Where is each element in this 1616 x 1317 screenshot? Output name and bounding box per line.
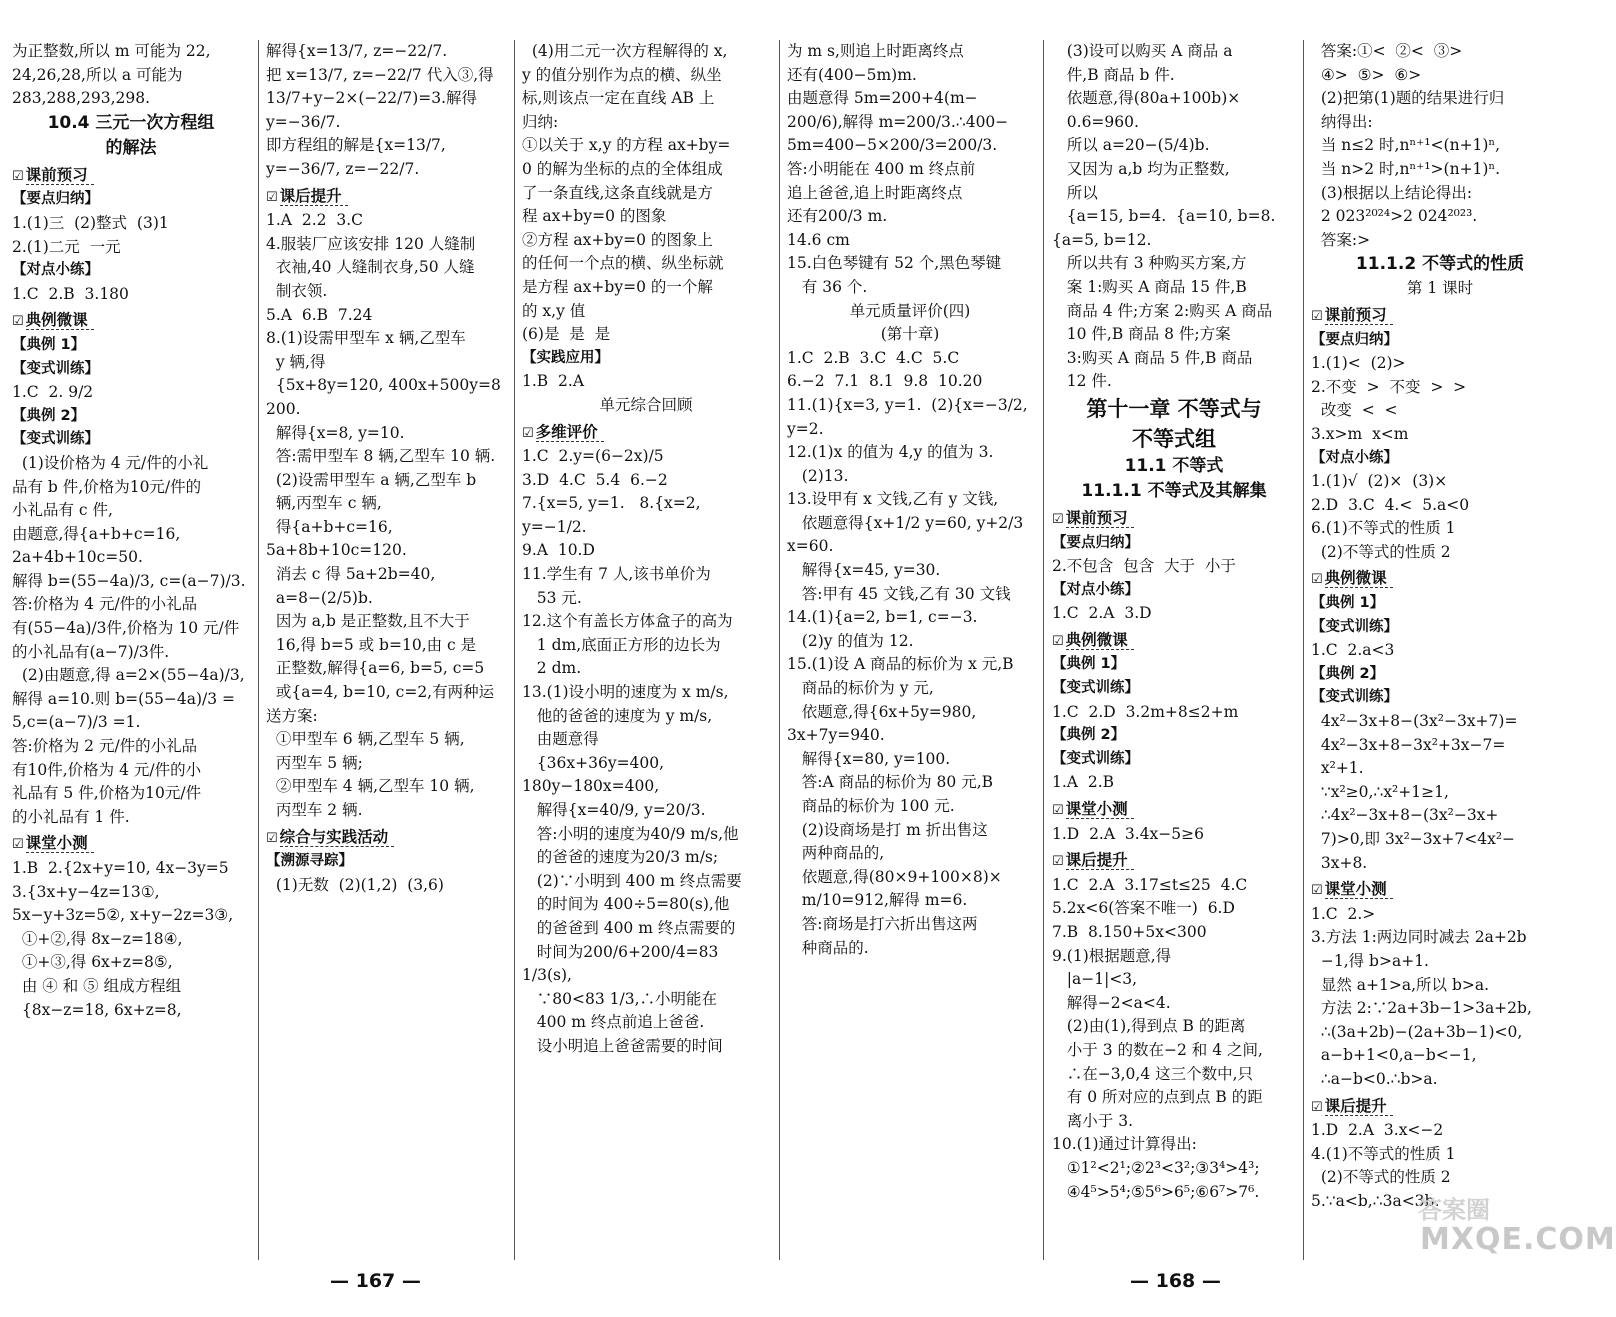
- column-3: [522, 40, 770, 1260]
- answer-line: 1.(1)√ (2)× (3)×: [1311, 472, 1448, 491]
- subsection-tag: 【变式训练】: [12, 431, 99, 448]
- subsection-tag: 【典例 2】: [1052, 727, 1126, 744]
- heading: 11.1.2 不等式的性质: [1355, 254, 1525, 275]
- section-title: 课前预习: [1066, 509, 1134, 528]
- answer-line: 的爸爸的速度为20/3 m/s;: [522, 848, 719, 867]
- answer-line: ∴4x²−3x+8−(3x²−3x+: [1311, 806, 1499, 825]
- section-checkbox-icon: ☑: [266, 189, 278, 205]
- answer-line: 5,c=(a−7)/3 =1.: [12, 713, 141, 732]
- answer-line: 4.服装厂应该安排 120 人缝制: [266, 234, 476, 253]
- subsection-tag: 【典例 1】: [1052, 656, 1126, 673]
- answer-line: 所以 a=20−(5/4)b.: [1052, 136, 1210, 155]
- answer-line: 7)>0,即 3x²−3x+7<4x²−: [1311, 830, 1516, 848]
- answer-line: 商品的标价为 y 元,: [787, 679, 934, 698]
- answer-line: m/10=912,解得 m=6.: [787, 891, 968, 910]
- answer-line: 依题意,得(80×9+100×8)×: [787, 867, 1002, 886]
- answer-line: 答:A 商品的标价为 80 元,B: [787, 773, 994, 792]
- answer-line: 2.D 3.C 4.< 5.a<0: [1311, 495, 1470, 514]
- answer-line: 的小礼品有(a−7)/3件.: [12, 642, 170, 661]
- answer-line: 2.不变 > 不变 > >: [1311, 377, 1467, 396]
- answer-line: 1.D 2.A 3.x<−2: [1311, 1121, 1444, 1140]
- answer-line: 3x+8.: [1311, 853, 1368, 872]
- answer-line: 即方程组的解是{x=13/7, y=−36/7, z=−22/7.: [266, 136, 451, 178]
- section-title: 课堂小测: [1325, 880, 1393, 899]
- section-title: 典例微课: [1325, 569, 1393, 588]
- answer-line: 丙型车 5 辆;: [266, 753, 363, 772]
- answer-line: x²+1.: [1311, 759, 1364, 778]
- answer-line: 7.{x=5, y=1. 8.{x=2, y=−1/2.: [522, 494, 706, 536]
- section-checkbox-icon: ☑: [12, 168, 24, 184]
- section-heading: [266, 185, 504, 210]
- answer-line: 10 件,B 商品 8 件;方案: [1052, 325, 1231, 344]
- answer-line: 0 的解为坐标的点的全体组成: [522, 159, 723, 178]
- watermark-badge: 答案圈: [1418, 1196, 1490, 1224]
- answer-line: 5.A 6.B 7.24: [266, 305, 373, 324]
- column-5: [1052, 40, 1296, 1260]
- subsection-tag: 【变式训练】: [12, 360, 99, 377]
- section-title: 课堂小测: [26, 834, 94, 853]
- answer-line: 种商品的.: [787, 938, 869, 957]
- answer-line: 1.B 2.A: [522, 372, 585, 391]
- answer-line: (2)13.: [787, 466, 849, 485]
- answer-line: {36x+36y=400, 180y−180x=400,: [522, 753, 670, 796]
- answer-line: 答案:>: [1311, 230, 1371, 249]
- answer-line: 解得{x=8, y=10.: [266, 423, 405, 442]
- answer-line: 14.6 cm: [787, 230, 850, 249]
- answer-line: 2.(1)二元 一元: [12, 237, 121, 256]
- section-title: 课前预习: [1325, 306, 1393, 325]
- answer-line: 1.D 2.A 3.4x−5≥6: [1052, 824, 1204, 843]
- answer-line: a−b+1<0,a−b<−1,: [1311, 1046, 1477, 1065]
- heading: 11.1.1 不等式及其解集: [1081, 480, 1267, 501]
- answer-line: 12.(1)x 的值为 4,y 的值为 3.: [787, 443, 994, 462]
- section-title: 课前预习: [26, 166, 94, 185]
- answer-line: 15.(1)设 A 商品的标价为 x 元,B: [787, 655, 1014, 674]
- answer-line: 的任何一个点的横、纵坐标就: [522, 254, 724, 273]
- heading: 不等式组: [1132, 426, 1216, 451]
- answer-line: 得{a+b+c=16, 5a+8b+10c=120.: [266, 517, 407, 560]
- answer-line: 答:商场是打六折出售这两: [787, 914, 978, 933]
- section-heading: [266, 826, 504, 851]
- subsection-tag: 【变式训练】: [1311, 618, 1398, 635]
- answer-line: 答案:①< ②< ③>: [1311, 42, 1463, 60]
- subsection-tag: 【对点小练】: [1052, 581, 1139, 598]
- answer-line: 还有200/3 m.: [787, 207, 888, 226]
- heading: 10.4 三元一次方程组: [47, 112, 215, 133]
- answer-line: 依题意得{x+1/2 y=60, y+2/3 x=60.: [787, 513, 1029, 556]
- answer-line: 的爸爸到 400 m 终点需要的: [522, 918, 736, 937]
- answer-line: 8.(1)设需甲型车 x 辆,乙型车: [266, 329, 466, 348]
- answer-line: ∵80<83 1/3,∴小明能在: [522, 989, 718, 1008]
- subsection-tag: 【要点归纳】: [12, 191, 99, 208]
- answer-line: 3.方法 1:两边同时减去 2a+2b: [1311, 928, 1527, 947]
- answer-line: (2)设需甲型车 a 辆,乙型车 b: [266, 470, 477, 489]
- subsection-tag: 【典例 2】: [12, 407, 86, 424]
- answer-line: 15.白色琴键有 52 个,黑色琴键: [787, 254, 1002, 273]
- answer-line: 7.B 8.150+5x<300: [1052, 923, 1207, 941]
- answer-line: 消去 c 得 5a+2b=40,: [266, 565, 436, 584]
- answer-line: 1.C 2.>: [1311, 904, 1376, 923]
- answer-line: 依题意,得(80a+100b)×: [1052, 89, 1241, 108]
- answer-line: 6.−2 7.1 8.1 9.8 10.20: [787, 372, 983, 391]
- answer-line: 追上爸爸,追上时距离终点: [787, 183, 963, 202]
- answer-line: |a−1|<3,: [1052, 970, 1138, 989]
- answer-line: 4x²−3x+8−3x²+3x−7=: [1311, 735, 1506, 754]
- answer-line: 所以共有 3 种购买方案,方: [1052, 254, 1247, 273]
- answer-line: ∴a−b<0.∴b>a.: [1311, 1069, 1438, 1088]
- answer-line: ②甲型车 4 辆,乙型车 10 辆,: [266, 777, 475, 796]
- answer-line: 3.x>m x<m: [1311, 424, 1409, 443]
- answer-line: 归纳:: [522, 112, 559, 131]
- answer-line: 1 dm,底面正方形的边长为: [522, 635, 721, 654]
- heading: 11.1 不等式: [1124, 455, 1224, 476]
- answer-line: (2)∵小明到 400 m 终点需要: [522, 871, 742, 890]
- column-1: [12, 40, 250, 1260]
- answer-line: (2)把第(1)题的结果进行归: [1311, 89, 1505, 108]
- section-heading: [1052, 507, 1296, 532]
- answer-line: a=8−(2/5)b.: [266, 588, 373, 607]
- column-2: [266, 40, 504, 1260]
- answer-line: 小礼品有 c 件,: [12, 501, 113, 520]
- section-heading: [1311, 567, 1569, 592]
- answer-line: 还有(400−5m)m.: [787, 65, 917, 84]
- answer-line: 方法 2:∵2a+3b−1>3a+2b,: [1311, 999, 1532, 1018]
- answer-line: 1.C 2.D 3.2m+8≤2+m: [1052, 702, 1239, 721]
- answer-line: 1.C 2. 9/2: [12, 383, 94, 402]
- answer-line: ①1²<2¹;②2³<3²;③3⁴>4³;: [1052, 1158, 1260, 1177]
- section-heading: [1311, 1095, 1569, 1120]
- answer-line: 2 023²⁰²⁴>2 024²⁰²³.: [1311, 207, 1478, 226]
- answer-line: ①以关于 x,y 的方程 ax+by=: [522, 136, 731, 155]
- column-4: [787, 40, 1033, 1260]
- subsection-tag: 【变式训练】: [1052, 680, 1139, 697]
- section-checkbox-icon: ☑: [522, 425, 534, 441]
- answer-line: ∵x²≥0,∴x²+1≥1,: [1311, 782, 1449, 801]
- answer-line: 时间为200/6+200/4=83 1/3(s),: [522, 942, 724, 985]
- answer-line: 10.(1)通过计算得出:: [1052, 1135, 1197, 1154]
- answer-line: 解得{x=40/9, y=20/3.: [522, 801, 706, 819]
- section-checkbox-icon: ☑: [266, 830, 278, 846]
- answer-line: ①甲型车 6 辆,乙型车 5 辆,: [266, 730, 465, 749]
- answer-line: (1)无数 (2)(1,2) (3,6): [266, 875, 444, 894]
- answer-line: 3.{3x+y−4z=13①, 5x−y+3z=5②, x+y−2z=3③,: [12, 882, 234, 925]
- answer-line: 品有 b 件,价格为10元/件的: [12, 477, 202, 496]
- section-title: 课后提升: [1066, 851, 1134, 870]
- answer-line: 1.A 2.2 3.C: [266, 211, 363, 230]
- subsection-tag: 【典例 1】: [1311, 595, 1385, 612]
- subsection-tag: 【变式训练】: [1311, 689, 1398, 706]
- answer-line: 53 元.: [522, 588, 582, 607]
- answer-line: 2 dm.: [522, 659, 582, 678]
- answer-line: 依题意,得{6x+5y=980, 3x+7y=940.: [787, 702, 982, 745]
- answer-line: 他的爸爸的速度为 y m/s,: [522, 706, 713, 725]
- answer-line: (2)由(1),得到点 B 的距离: [1052, 1017, 1246, 1036]
- heading: 第十一章 不等式与: [1086, 396, 1262, 421]
- answer-line: 1.C 2.B 3.180: [12, 284, 129, 303]
- section-heading: [1052, 849, 1296, 874]
- answer-line: {8x−z=18, 6x+z=8,: [12, 1000, 182, 1019]
- answer-line: 辆,丙型车 c 辆,: [266, 494, 382, 513]
- answer-line: 把 x=13/7, z=−22/7 代入③,得: [266, 65, 494, 84]
- answer-line: 12 件.: [1052, 372, 1112, 391]
- section-checkbox-icon: ☑: [1311, 1099, 1323, 1115]
- answer-line: 商品的标价为 100 元.: [787, 797, 955, 815]
- answer-line: 件,B 商品 b 件.: [1052, 65, 1175, 84]
- answer-line: 1.B 2.{2x+y=10, 4x−3y=5: [12, 859, 229, 877]
- answer-line: 14.(1){a=2, b=1, c=−3.: [787, 608, 978, 627]
- answer-line: 丙型车 2 辆.: [266, 801, 363, 819]
- answer-line: 正整数,解得{a=6, b=5, c=5: [266, 659, 485, 678]
- answer-line: {a=15, b=4. {a=10, b=8. {a=5, b=12.: [1052, 207, 1286, 249]
- answer-line: −1,得 b>a+1.: [1311, 951, 1429, 970]
- answer-line: 解得{x=80, y=100.: [787, 749, 951, 768]
- page-number-right: — 168 —: [1130, 1270, 1221, 1292]
- answer-line: 1.(1)三 (2)整式 (3)1: [12, 213, 169, 232]
- answer-line: ④> ⑤> ⑥>: [1311, 65, 1422, 84]
- section-heading: [522, 421, 770, 446]
- section-title: 课后提升: [1325, 1097, 1393, 1116]
- answer-line: 为正整数,所以 m 可能为 22,: [12, 42, 211, 60]
- answer-line: 1.C 2.A 3.17≤t≤25 4.C: [1052, 875, 1248, 894]
- answer-line: 为 m s,则追上时距离终点: [787, 42, 964, 60]
- section-checkbox-icon: ☑: [1052, 511, 1064, 527]
- heading: 单元质量评价(四): [849, 301, 971, 320]
- answer-line: 设小明追上爸爸需要的时间: [522, 1036, 723, 1055]
- answer-line: 显然 a+1>a,所以 b>a.: [1311, 975, 1490, 994]
- section-title: 多维评价: [536, 423, 604, 442]
- answer-line: 9.A 10.D: [522, 541, 595, 560]
- answer-line: 有 0 所对应的点到点 B 的距: [1052, 1088, 1263, 1107]
- answer-line: (2)设商场是打 m 折出售这: [787, 820, 988, 839]
- answer-line: y 的值分别作为点的横、纵坐: [522, 65, 722, 84]
- answer-line: 400 m 终点前追上爸爸.: [522, 1013, 705, 1032]
- answer-line: (2)不等式的性质 2: [1311, 1168, 1451, 1187]
- answer-line: 由 ④ 和 ⑤ 组成方程组: [12, 976, 182, 995]
- heading: (第十章): [880, 325, 940, 344]
- answer-line: 改变 < <: [1311, 401, 1398, 420]
- answer-line: 16,得 b=5 或 b=10,由 c 是: [266, 635, 477, 654]
- section-heading: [1311, 304, 1569, 329]
- answer-line: 1.A 2.B: [1052, 773, 1115, 792]
- answer-line: 13/7+y−2×(−22/7)=3.解得: [266, 89, 478, 108]
- answer-line: (2)不等式的性质 2: [1311, 542, 1451, 561]
- answer-line: 答:价格为 2 元/件的小礼品: [12, 737, 198, 756]
- answer-line: 或{a=4, b=10, c=2,有两种运送方案:: [266, 683, 495, 725]
- answer-line: 13.(1)设小明的速度为 x m/s,: [522, 683, 729, 702]
- section-title: 综合与实践活动: [280, 828, 395, 847]
- answer-line: 离小于 3.: [1052, 1111, 1133, 1130]
- answer-line: 200/6),解得 m=200/3.∴400−: [787, 112, 1009, 131]
- answer-line: 有10件,价格为 4 元/件的小: [12, 760, 202, 779]
- answer-line: 有 36 个.: [787, 277, 868, 296]
- answer-line: (2)由题意,得 a=2×(55−4a)/3,: [12, 666, 245, 685]
- column-divider: [779, 40, 780, 1260]
- answer-line: 11.学生有 7 人,该书单价为: [522, 565, 711, 584]
- answer-line: 9.(1)根据题意,得: [1052, 946, 1172, 965]
- answer-line: 5.∵a<b,∴3a<3b.: [1311, 1191, 1440, 1210]
- section-title: 课后提升: [280, 187, 348, 206]
- answer-line: 答:小明的速度为40/9 m/s,他: [522, 824, 739, 843]
- column-divider: [1043, 40, 1044, 1260]
- answer-line: 所以: [1052, 183, 1098, 202]
- column-divider: [514, 40, 515, 1260]
- answer-line: 4x²−3x+8−(3x²−3x+7)=: [1311, 712, 1518, 731]
- answer-line: 的小礼品有 1 件.: [12, 807, 130, 826]
- answer-line: 3.D 4.C 5.4 6.−2: [522, 470, 668, 489]
- answer-line: 1.(1)< (2)>: [1311, 354, 1406, 373]
- answer-line: 又因为 a,b 均为正整数,: [1052, 159, 1230, 178]
- answer-line: 当 n≤2 时,nⁿ⁺¹<(n+1)ⁿ,: [1311, 136, 1501, 155]
- subsection-tag: 【对点小练】: [12, 262, 99, 279]
- subsection-tag: 【变式训练】: [1052, 750, 1139, 767]
- subsection-tag: 【溯源寻踪】: [266, 853, 353, 870]
- subsection-tag: 【要点归纳】: [1311, 331, 1398, 348]
- answer-line: (3)设可以购买 A 商品 a: [1052, 42, 1233, 60]
- answer-line: 答:甲有 45 文钱,乙有 30 文钱: [787, 584, 1011, 603]
- answer-line: (3)根据以上结论得出:: [1311, 183, 1473, 202]
- answer-line: 纳得出:: [1311, 112, 1373, 131]
- answer-line: 小于 3 的数在−2 和 4 之间,: [1052, 1040, 1263, 1059]
- section-heading: [12, 832, 250, 857]
- answer-line: (4)用二元一次方程解得的 x,: [522, 42, 728, 60]
- section-title: 课堂小测: [1066, 800, 1134, 819]
- column-divider: [258, 40, 259, 1260]
- answer-line: 11.(1){x=3, y=1. (2){x=−3/2, y=2.: [787, 395, 1033, 438]
- answer-line: 了一条直线,这条直线就是方: [522, 183, 713, 202]
- subsection-tag: 【对点小练】: [1311, 449, 1398, 466]
- answer-line: 当 n>2 时,nⁿ⁺¹>(n+1)ⁿ.: [1311, 159, 1501, 178]
- answer-line: 是方程 ax+by=0 的一个解: [522, 277, 713, 296]
- answer-line: ∴(3a+2b)−(2a+3b−1)<0,: [1311, 1022, 1523, 1041]
- answer-line: 1.C 2.a<3: [1311, 641, 1395, 660]
- subsection-tag: 【实践应用】: [522, 349, 609, 366]
- answer-line: 24,26,28,所以 a 可能为: [12, 65, 183, 84]
- answer-line: ①+②,得 8x−z=18④,: [12, 929, 183, 948]
- answer-line: 由题意得: [522, 730, 599, 749]
- subsection-tag: 【典例 2】: [1311, 665, 1385, 682]
- answer-line: ∴在−3,0,4 这三个数中,只: [1052, 1064, 1254, 1083]
- answer-line: ①+③,得 6x+z=8⑤,: [12, 953, 173, 972]
- answer-line: y=−36/7.: [266, 112, 341, 131]
- answer-line: ④4⁵>5⁴;⑤5⁶>6⁵;⑥6⁷>7⁶.: [1052, 1182, 1260, 1201]
- section-checkbox-icon: ☑: [1052, 633, 1064, 649]
- section-checkbox-icon: ☑: [1311, 572, 1323, 588]
- answer-line: 的时间为 400÷5=80(s),他: [522, 895, 730, 914]
- answer-line: y 辆,得: [266, 352, 326, 371]
- answer-line: 5m=400−5×200/3=200/3.: [787, 136, 998, 155]
- column-divider: [1303, 40, 1304, 1260]
- answer-line: 程 ax+by=0 的图象: [522, 207, 667, 226]
- answer-line: 解得 a=10.则 b=(55−4a)/3 =: [12, 689, 236, 708]
- page-number-left: — 167 —: [330, 1270, 421, 1292]
- answer-line: 案 1:购买 A 商品 15 件,B: [1052, 277, 1247, 296]
- answer-line: 答:需甲型车 8 辆,乙型车 10 辆.: [266, 447, 496, 466]
- answer-line: 解得{x=13/7, z=−22/7.: [266, 42, 448, 60]
- answer-line: 解得{x=45, y=30.: [787, 561, 941, 580]
- section-checkbox-icon: ☑: [1052, 854, 1064, 870]
- answer-line: 12.这个有盖长方体盒子的高为: [522, 612, 733, 631]
- section-checkbox-icon: ☑: [12, 314, 24, 330]
- answer-line: (6)是 是 是: [522, 325, 611, 344]
- heading: 第 1 课时: [1406, 279, 1474, 298]
- answer-line: 由题意得 5m=200+4(m−: [787, 89, 978, 108]
- answer-line: 答:小明能在 400 m 终点前: [787, 159, 976, 178]
- section-heading: [1052, 629, 1296, 654]
- section-checkbox-icon: ☑: [1311, 883, 1323, 899]
- section-checkbox-icon: ☑: [12, 837, 24, 853]
- answer-line: 因为 a,b 是正整数,且不大于: [266, 612, 470, 631]
- answer-line: 商品 4 件;方案 2:购买 A 商品: [1052, 301, 1273, 320]
- answer-line: 由题意,得{a+b+c=16, 2a+4b+10c=50.: [12, 524, 186, 567]
- answer-line: 283,288,293,298.: [12, 89, 151, 108]
- answer-line: 4.(1)不等式的性质 1: [1311, 1144, 1456, 1163]
- answer-line: 6.(1)不等式的性质 1: [1311, 519, 1456, 538]
- answer-line: 5.2x<6(答案不唯一) 6.D: [1052, 899, 1235, 918]
- section-heading: [1052, 798, 1296, 823]
- section-heading: [1311, 878, 1569, 903]
- answer-line: 答:价格为 4 元/件的小礼品: [12, 595, 198, 614]
- answer-line: 解得−2<a<4.: [1052, 993, 1171, 1012]
- column-6: [1311, 40, 1569, 1260]
- answer-line: 3:购买 A 商品 5 件,B 商品: [1052, 348, 1253, 367]
- section-title: 典例微课: [1066, 631, 1134, 650]
- answer-line: (2)y 的值为 12.: [787, 631, 914, 650]
- heading: 的解法: [105, 137, 157, 158]
- answer-line: {5x+8y=120, 400x+500y=8 200.: [266, 376, 506, 418]
- answer-line: 两种商品的,: [787, 844, 885, 863]
- answer-line: (1)设价格为 4 元/件的小礼: [12, 453, 209, 472]
- answer-line: 解得 b=(55−4a)/3, c=(a−7)/3.: [12, 571, 246, 590]
- answer-line: 有(55−4a)/3件,价格为 10 元/件: [12, 619, 240, 638]
- watermark: MXQE.COM: [1420, 1222, 1616, 1257]
- section-heading: [12, 309, 250, 334]
- answer-line: 礼品有 5 件,价格为10元/件: [12, 784, 202, 803]
- subsection-tag: 【要点归纳】: [1052, 534, 1139, 551]
- answer-line: 1.C 2.A 3.D: [1052, 604, 1152, 623]
- answer-line: 衣袖,40 人缝制衣身,50 人缝: [266, 258, 475, 277]
- answer-line: 13.设甲有 x 文钱,乙有 y 文钱,: [787, 490, 999, 509]
- answer-line: ②方程 ax+by=0 的图象上: [522, 230, 713, 249]
- answer-line: 的 x,y 值: [522, 301, 586, 320]
- subsection-tag: 【典例 1】: [12, 336, 86, 353]
- section-heading: [12, 164, 250, 189]
- answer-line: 1.C 2.B 3.C 4.C 5.C: [787, 348, 960, 367]
- section-title: 典例微课: [26, 311, 94, 330]
- answer-line: 标,则该点一定在直线 AB 上: [522, 89, 715, 108]
- answer-line: 0.6=960.: [1052, 112, 1139, 131]
- section-checkbox-icon: ☑: [1311, 308, 1323, 324]
- answer-line: 2.不包含 包含 大于 小于: [1052, 557, 1236, 576]
- heading: 单元综合回顾: [599, 395, 693, 414]
- section-checkbox-icon: ☑: [1052, 803, 1064, 819]
- answer-line: 1.C 2.y=(6−2x)/5: [522, 447, 664, 466]
- answer-line: 制衣领.: [266, 281, 328, 300]
